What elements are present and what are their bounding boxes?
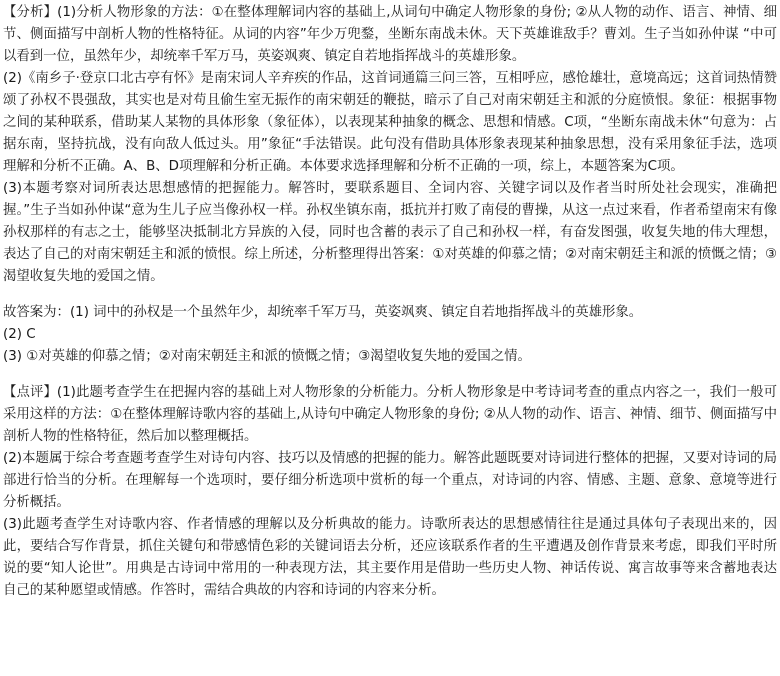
comment-paragraph-1: 【点评】(1)此题考查学生在把握内容的基础上对人物形象的分析能力。分析人物形象是中考诗词考查的重点内容之一，我们一般可采用这样的方法：①在整体理解诗歌内容的基础上,从诗句中确定人物形象的身份; ②从人物的动作、语言、神情、细节、侧面描写中剖析人物的性格特征，然后加以整理概括。 <box>3 385 777 444</box>
comment-paragraph-3: (3)此题考查学生对诗歌内容、作者情感的理解以及分析典故的能力。诗歌所表达的思想感情往往是通过具体句子表现出来的，因此，要结合写作背景，抓住关键句和带感情色彩的关键词语去分析，还应该联系作者的生平遭遇及创作背景来考虑，即我们平时所说的要“知人论世”。用典是古诗词中常用的一种表现方法，其主要作用是借助一些历史人物、神话传说、寓言故事等来含蓄地表达自己的某种愿望或情感。作答时，需结合典故的内容和诗词的内容来分析。 <box>3 517 777 598</box>
answer-line-3: (3) ①对英雄的仰慕之情；②对南宋朝廷主和派的愤慨之情；③渴望收复失地的爱国之情。 <box>3 349 531 364</box>
comment-section <box>3 382 777 602</box>
answer-section <box>3 302 777 368</box>
answer-line-1: 故答案为：(1) 词中的孙权是一个虽然年少，却统率千军万马，英姿飒爽、镇定自若地指挥战斗的英雄形象。 <box>3 305 643 320</box>
section-spacer <box>3 288 777 302</box>
analysis-paragraph-1: 【分析】(1)分析人物形象的方法：①在整体理解词内容的基础上,从词句中确定人物形象的身份; ②从人物的动作、语言、神情、细节、侧面描写中剖析人物的性格特征。从词的内容”年少万兜鍪，坐断东南战未休。天下英雄谁敌手？曹刘。生子当如孙仲谋 “中可以看到一位，虽然年少，却统率千军万马，英姿飒爽、镇定自若地指挥战斗的英雄形象。 <box>3 5 777 64</box>
analysis-paragraph-2: (2)《南乡子·登京口北古亭有怀》是南宋词人辛弃疾的作品，这首词通篇三问三答，互相呼应，感怆雄壮，意境高远；这首词热情赞颂了孙权不畏强敌，其实也是对苟且偷生室无振作的南宋朝廷的鞭挞，暗示了自己对南宋朝廷主和派的分庭愤恨。象征：根据事物之间的某种联系，借助某人某物的具体形象（象征体），以表现某种抽象的概念、思想和情感。C项，“坐断东南战未休“句意为：占据东南，坚持抗战，没有向敌人低过头。用”象征“手法错误。此句没有借助具体形象表现某种抽象思想，没有采用象征手法，选项理解和分析不正确。A、B、D项理解和分析正确。本体要求选择理解和分析不正确的一项，综上，本题答案为C项。 <box>3 71 777 174</box>
section-spacer <box>3 368 777 382</box>
analysis-section <box>3 2 777 288</box>
answer-line-2: (2) C <box>3 327 36 342</box>
comment-paragraph-2: (2)本题属于综合考查题考查学生对诗句内容、技巧以及情感的把握的能力。解答此题既要对诗词进行整体的把握，又要对诗词的局部进行恰当的分析。在理解每一个选项时，要仔细分析选项中赏析的每一个重点，对诗词的内容、情感、主题、意象、意境等进行分析概括。 <box>3 451 777 510</box>
analysis-paragraph-3: (3)本题考察对词所表达思想感情的把握能力。解答时，要联系题目、全词内容、关键字词以及作者当时所处社会现实，准确把握。”生子当如孙仲谋“意为生儿子应当像孙权一样。孙权坐镇东南，抵抗并打败了南侵的曹操，从这一点过来看，作者希望南宋有像孙权那样的有志之士，能够坚决抵制北方异族的入侵，同时也含蓄的表示了自己和孙权一样，有奋发图强，收复失地的伟大理想，表达了自己的对南宋朝廷主和派的愤恨。综上所述，分析整理得出答案：①对英雄的仰慕之情；②对南宋朝廷主和派的愤慨之情；③渴望收复失地的爱国之情。 <box>3 181 777 284</box>
